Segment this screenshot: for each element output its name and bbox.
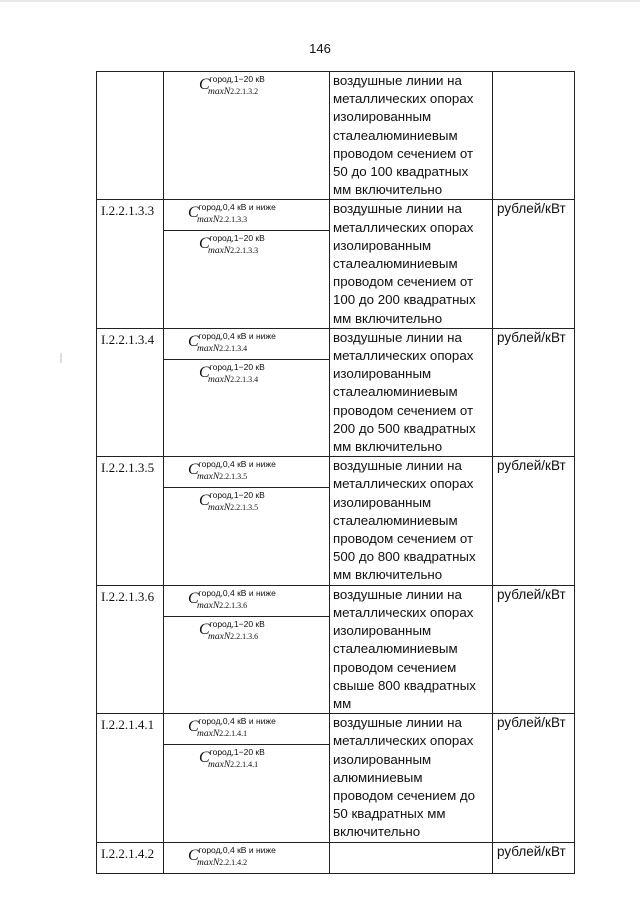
tariff-table (96, 71, 575, 874)
formula-superscript: город,0,4 кВ и ниже (198, 330, 276, 341)
formula-subscript-num: 2.2.1.3.6 (219, 600, 248, 610)
description-line: мм включительно (333, 439, 443, 455)
formula-subscript-var: maxN (208, 246, 231, 257)
description-line: металлических опорах (333, 604, 474, 620)
row-code: I.2.2.1.3.4 (97, 328, 164, 456)
formula-subcell (164, 586, 329, 617)
formula-superscript: город,0,4 кВ и ниже (198, 459, 276, 470)
formula-subscript-num: 2.2.1.3.3 (230, 246, 259, 256)
description-line: 200 до 500 квадратных (333, 420, 476, 436)
cost-formula (199, 232, 265, 257)
formula-subscript-var: maxN (208, 631, 231, 642)
row-unit: рублей/кВт (493, 457, 575, 585)
formula-symbol: C (199, 620, 210, 638)
formula-subscript-var: maxN (197, 472, 220, 483)
formula-cell (164, 200, 330, 328)
formula-subcell (164, 488, 329, 518)
formula-subscript (208, 760, 258, 770)
formula-subscript (197, 858, 247, 868)
description-line: 100 до 200 квадратных (333, 292, 476, 308)
table-row (97, 457, 575, 585)
formula-symbol: C (199, 363, 210, 381)
description-line: воздушные линии на (333, 458, 462, 474)
table-row (97, 200, 575, 328)
formula-superscript: город,0,4 кВ и ниже (198, 716, 276, 727)
cost-formula (199, 618, 265, 642)
description-line: сталеалюминиевым (333, 512, 458, 528)
description-line: проводом сечением от (333, 402, 474, 418)
description-line: металлических опорах (333, 348, 474, 364)
description-line: свыше 800 квадратных (333, 677, 476, 693)
table-row (97, 328, 575, 456)
cost-formula (199, 361, 265, 385)
formula-subcell (164, 617, 329, 647)
formula-subscript-num: 2.2.1.3.3 (219, 215, 248, 225)
description-line: проводом сечением от (333, 531, 474, 547)
description-line: проводом сечением до (333, 787, 476, 803)
formula-subscript (197, 344, 247, 354)
formula-subcell (164, 843, 329, 873)
cost-formula (199, 489, 265, 514)
description-line: воздушные линии на (333, 329, 462, 345)
description-line: изолированным (333, 109, 432, 125)
formula-subscript-num: 2.2.1.4.1 (219, 729, 248, 739)
formula-subscript-num: 2.2.1.3.5 (230, 503, 259, 513)
formula-symbol: C (199, 235, 210, 253)
formula-subscript-num: 2.2.1.3.4 (219, 343, 248, 353)
formula-cell (164, 714, 330, 842)
formula-subcell (164, 714, 329, 745)
formula-symbol: C (188, 589, 199, 607)
formula-symbol: C (188, 204, 199, 222)
description-line: мм (333, 695, 352, 711)
description-line: проводом сечением от (333, 274, 474, 290)
scan-edge (0, 0, 640, 2)
row-code: I.2.2.1.3.5 (97, 457, 164, 585)
formula-symbol: C (188, 718, 199, 736)
formula-superscript: город,0,4 кВ и ниже (198, 844, 276, 855)
description-line: алюминиевым (333, 769, 423, 785)
formula-superscript: город,0,4 кВ и ниже (198, 587, 276, 598)
description-line: 50 до 100 квадратных (333, 164, 469, 180)
formula-subscript-var: maxN (197, 857, 220, 868)
row-code: I.2.2.1.4.2 (97, 842, 164, 873)
formula-subscript-num: 2.2.1.4.1 (230, 760, 259, 770)
formula-subscript-var: maxN (208, 503, 231, 514)
formula-superscript: город,1−20 кВ (209, 618, 265, 629)
description-line: мм включительно (333, 182, 443, 198)
formula-cell (164, 328, 330, 456)
row-description (330, 328, 493, 456)
scan-speck (60, 353, 62, 363)
description-line: сталеалюминиевым (333, 384, 458, 400)
row-unit: рублей/кВт (493, 842, 575, 873)
row-unit (493, 72, 575, 200)
description-line: воздушные линии на (333, 73, 462, 88)
formula-superscript: город,1−20 кВ (209, 74, 265, 84)
description-line: проводом сечением (333, 659, 457, 675)
formula-subscript (208, 503, 258, 513)
formula-subscript-num: 2.2.1.3.2 (230, 87, 259, 96)
table-row (97, 72, 575, 200)
description-line: металлических опорах (333, 219, 474, 235)
description-line: 500 до 800 квадратных (333, 549, 476, 565)
row-code: I.2.2.1.3.3 (97, 200, 164, 328)
description-line: проводом сечением от (333, 145, 474, 161)
formula-subscript (197, 215, 247, 225)
description-line: мм включительно (333, 567, 443, 583)
formula-subscript-num: 2.2.1.3.5 (219, 472, 248, 482)
row-code (97, 72, 164, 200)
formula-subscript-var: maxN (197, 729, 220, 740)
formula-subscript (197, 729, 247, 739)
cost-formula (188, 458, 276, 483)
row-description (330, 585, 493, 713)
formula-cell (164, 72, 330, 200)
row-code: I.2.2.1.4.1 (97, 714, 164, 842)
formula-subscript-var: maxN (208, 760, 231, 771)
description-line: изолированным (333, 751, 432, 767)
formula-symbol: C (199, 749, 210, 767)
row-description (330, 714, 493, 842)
row-unit: рублей/кВт (493, 585, 575, 713)
page-number: 146 (309, 41, 331, 56)
formula-cell (164, 842, 330, 873)
formula-superscript: город,0,4 кВ и ниже (198, 202, 276, 213)
cost-formula (199, 73, 265, 97)
description-line: воздушные линии на (333, 586, 462, 602)
description-line: металлических опорах (333, 91, 474, 107)
formula-symbol: C (188, 332, 199, 350)
formula-subscript-var: maxN (197, 600, 220, 611)
formula-subscript (208, 375, 258, 385)
formula-subscript-num: 2.2.1.3.4 (230, 374, 259, 384)
row-description (330, 72, 493, 200)
formula-subscript (197, 472, 247, 482)
formula-subcell (164, 329, 329, 360)
description-line: мм включительно (333, 310, 443, 326)
cost-formula (188, 330, 276, 354)
row-code: I.2.2.1.3.6 (97, 585, 164, 713)
description-line: металлических опорах (333, 733, 474, 749)
row-unit: рублей/кВт (493, 328, 575, 456)
cost-formula (188, 715, 276, 740)
formula-superscript: город,1−20 кВ (209, 490, 265, 501)
table-row (97, 842, 575, 873)
formula-superscript: город,1−20 кВ (209, 747, 265, 758)
formula-subscript-num: 2.2.1.4.2 (219, 857, 248, 867)
formula-subcell (164, 360, 329, 390)
formula-subscript (208, 632, 258, 642)
description-line: изолированным (333, 623, 432, 639)
table-row (97, 585, 575, 713)
description-line: изолированным (333, 494, 432, 510)
row-unit: рублей/кВт (493, 714, 575, 842)
formula-subscript-var: maxN (208, 87, 231, 97)
formula-subscript (208, 246, 258, 256)
row-unit: рублей/кВт (493, 200, 575, 328)
cost-formula (188, 844, 276, 868)
formula-symbol: C (188, 846, 199, 864)
description-line: воздушные линии на (333, 201, 462, 217)
formula-subscript-var: maxN (197, 215, 220, 226)
description-line: изолированным (333, 237, 432, 253)
formula-symbol: C (199, 76, 210, 93)
description-line: изолированным (333, 366, 432, 382)
formula-subcell (164, 231, 329, 261)
description-line: сталеалюминиевым (333, 641, 458, 657)
formula-cell (164, 457, 330, 585)
formula-subscript-var: maxN (208, 374, 231, 385)
formula-subscript-num: 2.2.1.3.6 (230, 631, 259, 641)
formula-subcell (164, 200, 329, 231)
formula-subscript-var: maxN (197, 343, 220, 354)
row-description (330, 842, 493, 873)
cost-formula (199, 746, 265, 771)
table-row (97, 714, 575, 842)
description-line: воздушные линии на (333, 715, 462, 731)
formula-subcell (164, 72, 329, 102)
description-line: сталеалюминиевым (333, 127, 458, 143)
cost-formula (188, 201, 276, 226)
formula-subcell (164, 457, 329, 488)
formula-symbol: C (199, 492, 210, 510)
formula-subcell (164, 745, 329, 775)
formula-superscript: город,1−20 кВ (209, 233, 265, 244)
formula-superscript: город,1−20 кВ (209, 361, 265, 372)
row-description (330, 457, 493, 585)
description-line: металлических опорах (333, 476, 474, 492)
row-description (330, 200, 493, 328)
formula-cell (164, 585, 330, 713)
description-line: 50 квадратных мм (333, 806, 446, 822)
formula-subscript (197, 601, 247, 611)
formula-symbol: C (188, 461, 199, 479)
description-line: сталеалюминиевым (333, 256, 458, 272)
formula-subscript (208, 87, 258, 97)
description-line: включительно (333, 824, 421, 840)
cost-formula (188, 587, 276, 611)
